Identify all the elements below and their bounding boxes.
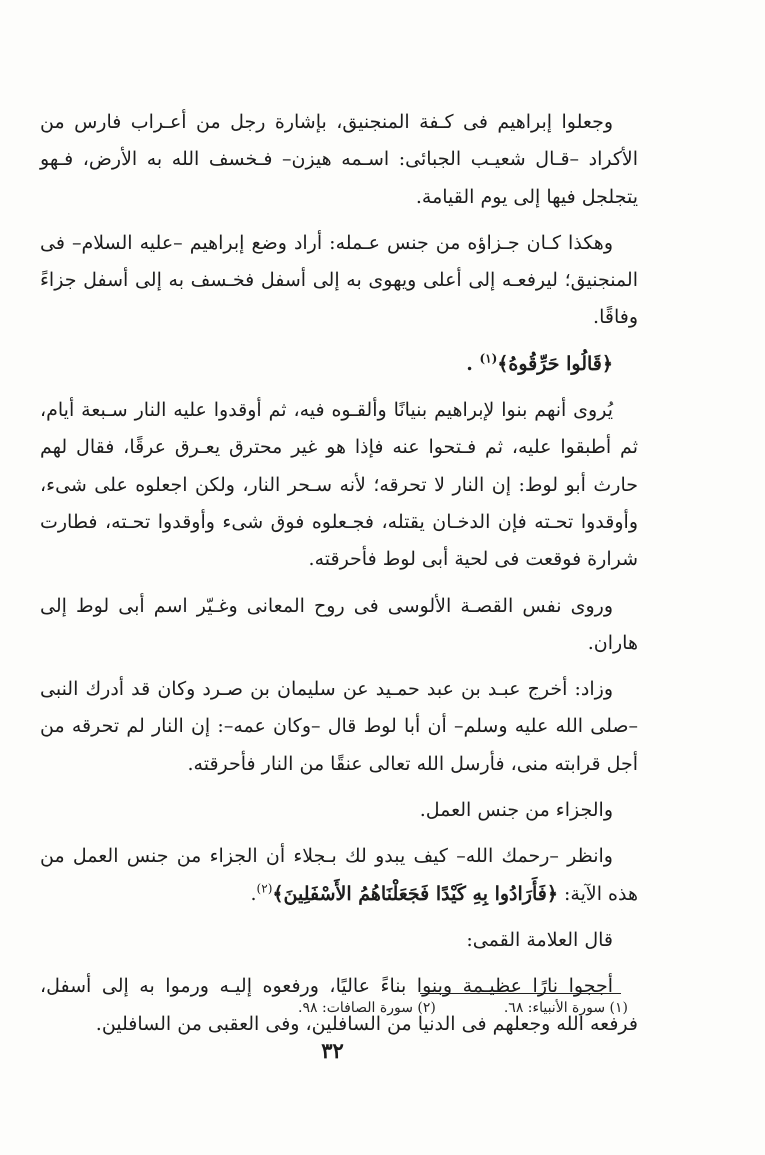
footnotes — [108, 1000, 628, 1016]
main-text — [40, 104, 638, 1052]
verse-text: ﴿فَأَرَادُوا بِهِ كَيْدًا فَجَعَلْنَاهُمُ الأَسْفَلِينَ﴾ — [272, 882, 558, 905]
paragraph: وزاد: أخرج عبـد بن عبد حمـيد عن سليمان بن صـرد وكان قد أدرك النبى –صلى الله عليه وسلم– أن أبا لوط قال –وكان عمه–: إن النار لم تحرقه من أجل قرابته منى، فأرسل الله تعالى عنقًا من النار فأحرقته. — [40, 678, 638, 775]
quran-quote: ﴿قَالُوا حَرِّقُوهُ﴾$^{(١)}$ . — [466, 351, 613, 375]
footnote: (٢) سورة الصافات: ٩٨. — [298, 1000, 436, 1016]
paragraph: يُروى أنهم بنوا لإبراهيم بنيانًا وألقـوه فيه، ثم أوقدوا عليه النار سـبعة أيام، ثم أطبقوا عليه، ثم فـتحوا عنه فإذا هو غير محترق يعـرق عرقًا، فقال لهم حارث أبو لوط: إن النار لا تحرقه؛ لأنه سـحر النار، ولكن اجعلوه على شىء، وأوقدوا تحـته فإن الدخـان يقتله، فجـعلوه فوق شىء وأوقدوا تحـته، فطارت شرارة فوقعت فى لحية أبى لوط فأحرقته. — [40, 399, 638, 571]
paragraph: والجزاء من جنس العمل. — [419, 799, 613, 822]
quote-text: ﴿قَالُوا حَرِّقُوهُ﴾ — [497, 352, 613, 375]
footnote-ref: (٢) — [256, 881, 273, 896]
paragraph: قال العلامة القمى: — [466, 928, 613, 951]
page-number: ٣٢ — [321, 1038, 344, 1063]
footnote-divider — [420, 993, 621, 994]
footnote: (١) سورة الأنبياء: ٦٨. — [503, 1000, 628, 1016]
paragraph: وروى نفس القصـة الألوسى فى روح المعانى وغـيّر اسم أبى لوط إلى هاران. — [40, 594, 638, 654]
intro-text: وانظر –رحمك الله– كيف يبدو لك بـجلاء أن الجزاء من جنس العمل من هذه الآية: — [40, 845, 638, 905]
paragraph: أججوا نارًا عظيـمة وبنوا بناءً عاليًا، ورفعوه إليـه ورموا به إلى أسفل، فرفعه الله وجعلهم فى الدنيا من السافلين، وفى العقبى من السافلين. — [40, 975, 638, 1035]
paragraph: وهكذا كـان جـزاؤه من جنس عـمله: أراد وضع إبراهيم –عليه السلام– فى المنجنيق؛ ليرفعـه إلى أعلى ويهوى به إلى أسفل فخـسف به إلى أسفل جزاءً وفاقًا. — [40, 231, 638, 329]
paragraph: وجعلوا إبراهيم فى كـفة المنجنيق، بإشارة رجل من أعـراب فارس من الأكراد –قـال شعيـب الجبائى: اسـمه هيزن– فـخسف الله به الأرض، فـهو يتجلجل فيها إلى يوم القيامة. — [40, 111, 638, 208]
footnote-ref: (١) — [479, 351, 498, 366]
paragraph-with-verse: وانظر –رحمك الله– كيف يبدو لك بـجلاء أن الجزاء من جنس العمل من هذه الآية: ﴿فَأَرَادُوا بِهِ كَيْدًا فَجَعَلْنَاهُمُ الأَسْفَلِينَ﴾$^{(٢)}$. — [40, 845, 638, 905]
